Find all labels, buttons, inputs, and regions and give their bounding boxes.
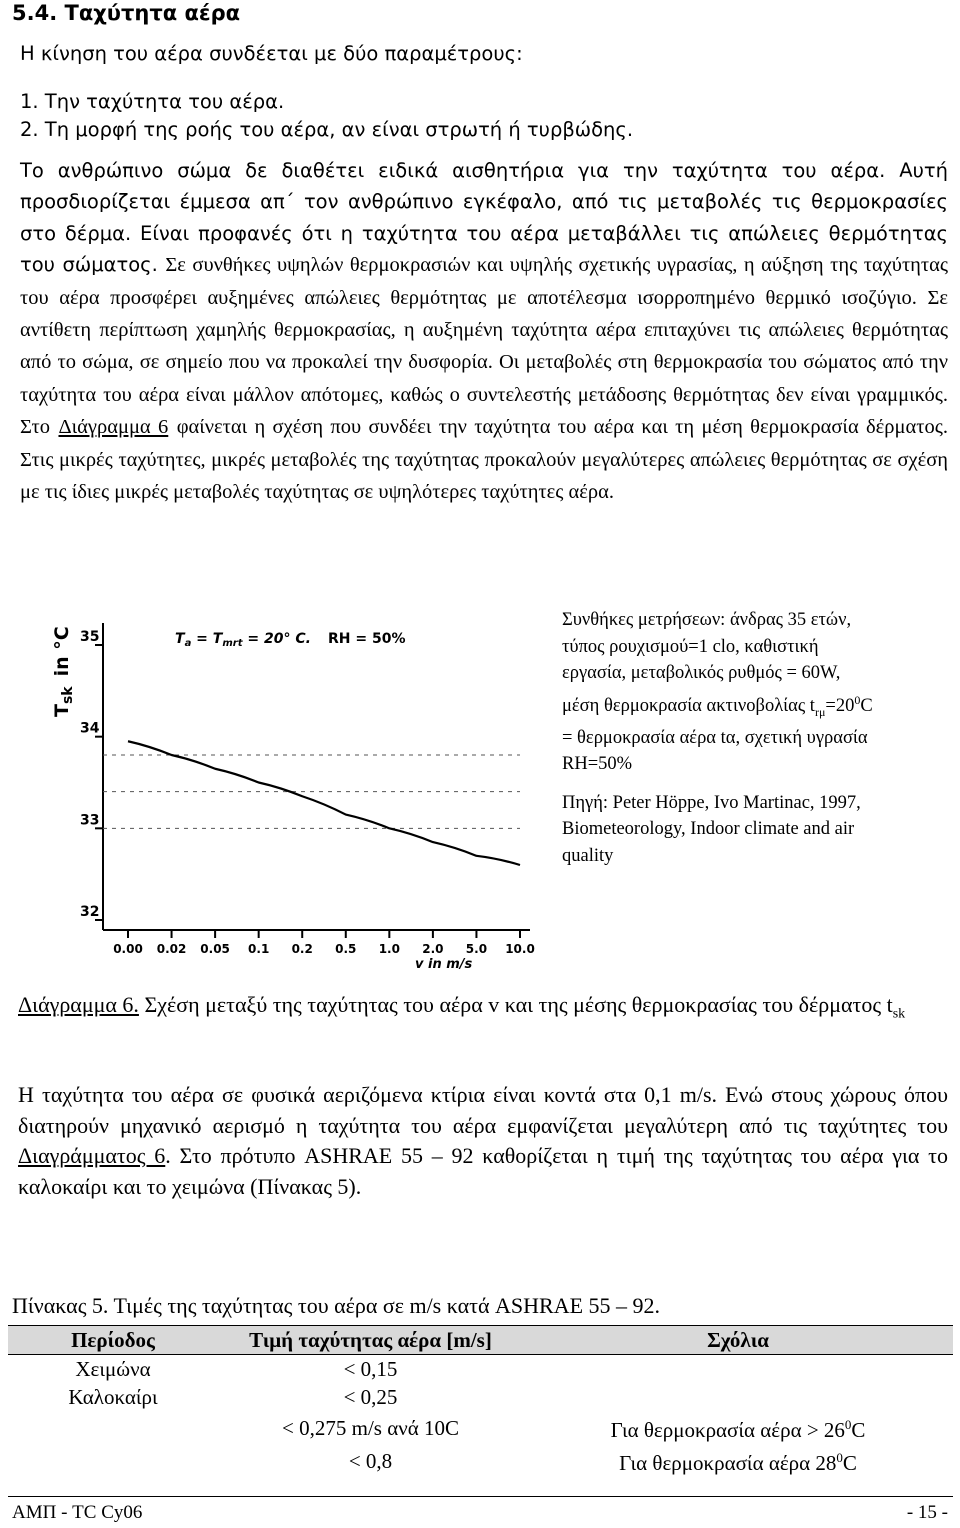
paragraph-1 xyxy=(20,155,948,508)
figure-caption-subscript: sk xyxy=(892,1006,906,1022)
cell-period xyxy=(8,1411,218,1444)
note-line-3: εργασία, μεταβολικός ρυθμός = 60W, xyxy=(562,663,841,683)
svg-text:Tskin °C xyxy=(51,626,76,717)
cell-speed: < 0,25 xyxy=(343,1385,398,1409)
paragraph-1-part-c: φαίνεται η σχέση που συνδέει την ταχύτητα του αέρα και τη μέση θερμοκρασία δέρματος. Στις μικρές ταχύτητες, μικρές μεταβολές της ταχύτητας προκαλούν μεγαλύτερες απώλειες θερμότητας σε σχέση με τις ίδιες μικρές μεταβολές ταχύτητας σε υψηλότερες ταχύτητες αέρα. xyxy=(20,416,948,504)
skin-temperature-chart xyxy=(20,605,550,990)
air-speed-table xyxy=(8,1325,953,1477)
footer-page-number: - 15 - xyxy=(906,1502,948,1523)
cell-period: Χειμώνα xyxy=(75,1357,151,1381)
table-caption: Πίνακας 5. Τιμές της ταχύτητας του αέρα σε m/s κατά ASHRAE 55 – 92. xyxy=(12,1293,661,1318)
y-tick-label: 34 xyxy=(80,720,100,737)
x-tick-label: 0.05 xyxy=(200,942,230,956)
intro-item-2: 2. Τη μορφή της ροής του αέρα, αν είναι στρωτή ή τυρβώδης. xyxy=(20,118,634,141)
x-tick-label: 0.1 xyxy=(248,942,270,956)
chart-annotation-rh: RH = 50% xyxy=(328,631,406,647)
paragraph-1-part-a: Το ανθρώπινο σώμα δε διαθέτει ειδικά αισθητήρια για την ταχύτητα του αέρα. Αυτή προσδιορίζεται έμμεσα απ΄ τον ανθρώπινο εγκέφαλο, από τις μεταβολές τις θερμοκρασίες στο δέρμα. Είναι προφανές ότι η ταχύτητα του αέρα μεταβάλλει τις απώλειες θερμότητας του σώματος. xyxy=(20,159,948,277)
ylabel-subscript: sk xyxy=(60,686,76,705)
intro-item-1: 1. Την ταχύτητα του αέρα. xyxy=(20,90,285,113)
paragraph-2 xyxy=(18,1080,948,1202)
table-row xyxy=(8,1444,953,1477)
paragraph-2-part-a: Η ταχύτητα του αέρα σε φυσικά αεριζόμενα κτίρια είναι κοντά στα 0,1 m/s. Ενώ στους χώρους όπου διατηρούν μηχανικό αερισμό η ταχύτητα του αέρα εμφανίζεται μεγαλύτερη από τις ταχύτητες του xyxy=(18,1082,948,1138)
cell-period: Καλοκαίρι xyxy=(68,1385,158,1409)
x-tick-label: 1.0 xyxy=(378,942,400,956)
x-tick-label: 0.02 xyxy=(156,942,187,956)
paragraph-1-part-b: Σε συνθήκες υψηλών θερμοκρασιών και υψηλής σχετικής υγρασίας, η αύξηση της ταχύτητας του αέρα προσφέρει αυξημένες απώλειες θερμότητας με αποτέλεσμα ισορροπημένο θερμικό ισοζύγιο. Σε αντίθετη περίπτωση χαμηλής θερμοκρασίας, η αυξημένη ταχύτητα αέρα επιταχύνει τις απώλειες θερμότητας από το σώμα, σε σημείο που να προκαλεί την δυσφορία. Οι μεταβολές στη θερμοκρασία του σώματος από την ταχύτητα του αέρα είναι μάλλον απότομες, καθώς ο συντελεστής μετάδοσης θερμότητας δεν είναι γραμμικός. Στο xyxy=(20,254,948,439)
skin-temperature-curve xyxy=(128,741,520,865)
cell-period xyxy=(8,1444,218,1477)
section-title: Ταχύτητα αέρα xyxy=(64,1,241,25)
y-axis-label xyxy=(51,626,76,717)
source-line-3: quality xyxy=(562,845,614,866)
cell-comment xyxy=(523,1383,953,1411)
paragraph-2-part-b: . Στο πρότυπο ASHRAE 55 – 92 καθορίζεται η τιμή της ταχύτητας του αέρα για το καλοκαίρι και το χειμώνα (Πίνακας 5). xyxy=(18,1143,948,1199)
x-axis-label: v in m/s xyxy=(415,957,473,972)
y-tick-label: 35 xyxy=(80,629,100,645)
x-tick-label: 0.2 xyxy=(291,942,313,956)
y-tick-label: 33 xyxy=(80,812,100,829)
table-header-row xyxy=(8,1326,953,1355)
diagram-6-reference-2[interactable]: Διαγράμματος 6 xyxy=(18,1143,166,1169)
note-line-2: τύπος ρουχισμού=1 clo, καθιστική xyxy=(562,636,819,657)
footer-left: ΑΜΠ - TC Cy06 xyxy=(12,1502,143,1523)
note-line-6: RH=50% xyxy=(562,754,633,775)
section-heading xyxy=(12,1,240,25)
source-line-1: Πηγή: Peter Höppe, Ivo Martinac, 1997, xyxy=(562,792,861,813)
intro-lead: Η κίνηση του αέρα συνδέεται με δύο παραμέτρους: xyxy=(20,42,523,65)
note-line-1: Συνθήκες μετρήσεων: άνδρας 35 ετών, xyxy=(562,610,852,630)
x-tick-label: 5.0 xyxy=(465,942,488,956)
x-tick-label: 10.0 xyxy=(505,942,535,956)
figure-caption-label: Διάγραμμα 6. xyxy=(18,992,139,1017)
figure-conditions-note xyxy=(562,607,952,869)
column-header-speed: Τιμή ταχύτητας αέρα [m/s] xyxy=(218,1326,523,1355)
x-tick-label: 2.0 xyxy=(422,942,444,956)
ylabel-unit: in °C xyxy=(51,626,73,677)
table-row xyxy=(8,1383,953,1411)
note-line-4: μέση θερμοκρασία ακτινοβολίας $t_{r\mu}=20^0C$ xyxy=(562,692,873,719)
table-row xyxy=(8,1355,953,1384)
footer-rule xyxy=(8,1496,953,1497)
diagram-6-reference[interactable]: Διάγραμμα 6 xyxy=(58,416,169,439)
cell-comment: Για θερμοκρασία $\alpha έ\rho\alpha > 26^0C$ xyxy=(610,1417,866,1442)
column-header-period: Περίοδος xyxy=(8,1326,218,1355)
figure-caption xyxy=(18,989,948,1030)
note-line-5: = θερμοκρασία αέρα tα, σχετική υγρασία xyxy=(562,727,868,748)
table-row xyxy=(8,1411,953,1444)
figure-caption-text: Σχέση μεταξύ της ταχύτητας του αέρα v και της μέσης θερμοκρασίας του δέρματος t xyxy=(138,992,893,1017)
section-number: 5.4. xyxy=(12,1,58,25)
cell-speed: < 0,275 m/s ανά 10C xyxy=(282,1415,459,1440)
cell-comment: Για θερμοκρασία αέρα $28^0C$ xyxy=(619,1450,857,1475)
column-header-comments: Σχόλια xyxy=(523,1326,953,1355)
chart-annotation-conditions: $T_a = T_{mrt} = 20^\circ$ C. xyxy=(175,631,311,649)
cell-speed: < 0,8 xyxy=(348,1448,393,1473)
cell-comment xyxy=(523,1355,953,1384)
x-tick-label: 0.00 xyxy=(113,942,143,956)
y-tick-label: 32 xyxy=(80,904,100,920)
cell-speed: < 0,15 xyxy=(343,1357,398,1381)
ylabel-symbol: T xyxy=(51,704,73,717)
source-line-2: Biometeorology, Indoor climate and air xyxy=(562,819,855,840)
x-tick-label: 0.5 xyxy=(335,942,357,956)
